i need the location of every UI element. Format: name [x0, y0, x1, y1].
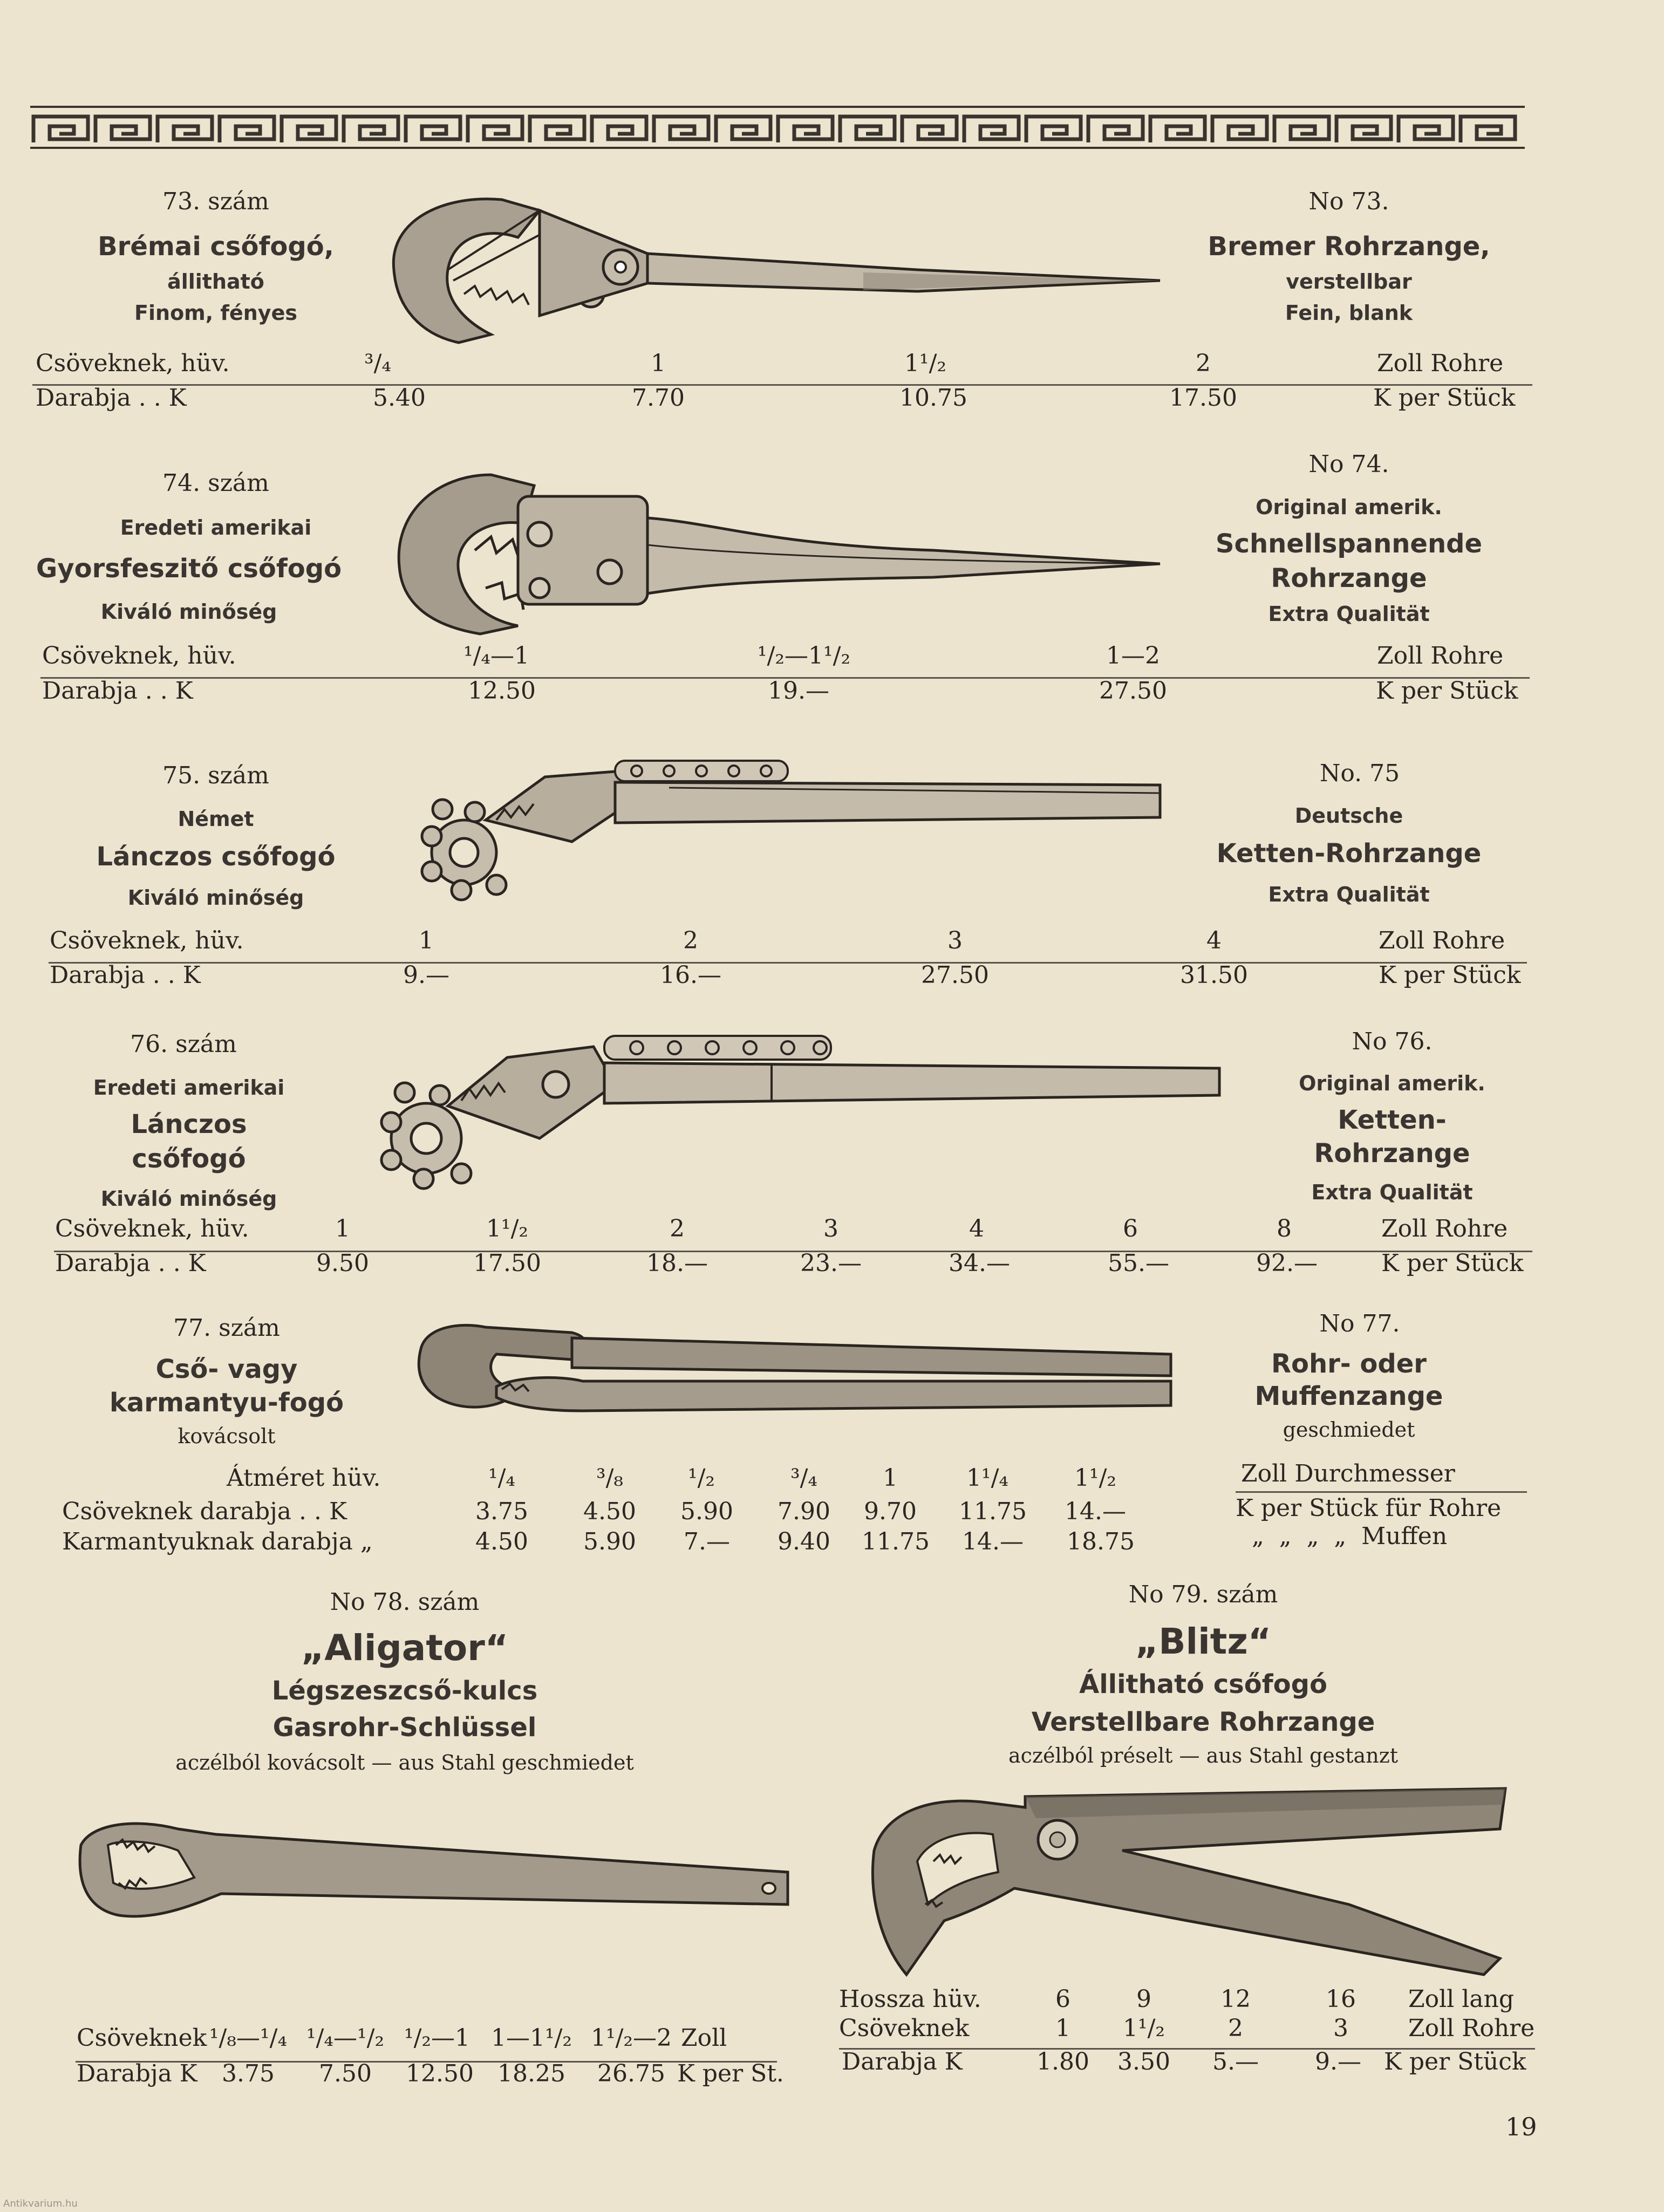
item77-pipe-price: 9.70 [864, 1498, 917, 1525]
item77-sleeve-price: 4.50 [475, 1528, 528, 1555]
border-key-motif [1274, 117, 1329, 142]
item75-de-title: Ketten-Rohrzange [1216, 838, 1482, 869]
item75-hu-line3: Kiváló minőség [127, 886, 304, 910]
item76-price: 17.50 [473, 1250, 541, 1277]
border-key-motif [716, 117, 770, 142]
border-key-motif [1088, 117, 1143, 142]
item75-de-line3: Extra Qualität [1268, 883, 1430, 906]
item79-length: 9 [1136, 1985, 1151, 2013]
item74-price: 12.50 [468, 677, 536, 705]
page-number: 19 [1505, 2112, 1537, 2141]
item74-de-line1: Original amerik. [1256, 495, 1442, 519]
item73-de-line2: verstellbar [1286, 270, 1412, 293]
item75-hu-title: Lánczos csőfogó [96, 842, 336, 872]
forged-pipe-tongs-illustration [410, 1316, 1182, 1446]
quick-action-wrench-illustration [394, 464, 1176, 637]
item76-size: 3 [823, 1215, 838, 1242]
item78-price: 12.50 [406, 2060, 474, 2087]
item73-hu-line2: állitható [167, 270, 264, 293]
item79-price: 1.80 [1036, 2048, 1089, 2076]
item79-size-label: Csöveknek [839, 2015, 970, 2042]
border-key-motif [406, 117, 460, 142]
item73-price-unit: K per Stück [1373, 384, 1516, 412]
item77-diameter: ¹/₂ [687, 1464, 715, 1492]
item75-price: 16.— [660, 961, 721, 989]
border-key-motif [282, 117, 336, 142]
item73-hu-title: Brémai csőfogó, [98, 231, 334, 262]
item78-note: aczélból kovácsolt — aus Stahl geschmiedet [175, 1751, 634, 1774]
item78-size: ¹/₈—¹/₄ [209, 2024, 288, 2052]
item74-price-unit: K per Stück [1376, 677, 1518, 705]
item79-length-label: Hossza hüv. [839, 1985, 981, 2013]
item79-price: 5.— [1212, 2048, 1259, 2076]
item76-price: 23.— [800, 1250, 862, 1277]
item75-price-label: Darabja . . K [50, 961, 201, 989]
item77-pipe-price-unit: K per Stück für Rohre [1236, 1494, 1502, 1522]
item76-hu-line4: Kiváló minőség [100, 1187, 277, 1211]
item77-de-number: No 77. [1319, 1310, 1400, 1337]
item79-size: 1 [1055, 2015, 1070, 2042]
item76-de-title2: Rohrzange [1314, 1138, 1470, 1169]
item77-sleeve-price: 9.40 [778, 1528, 830, 1555]
item76-price-unit: K per Stück [1381, 1250, 1524, 1277]
item79-size: 2 [1228, 2015, 1243, 2042]
item74-size: 1—2 [1106, 642, 1160, 670]
item76-de-number: No 76. [1352, 1028, 1433, 1055]
item77-diameter: ¹/₄ [488, 1464, 516, 1492]
border-key-motif [1399, 117, 1453, 142]
item74-size: ¹/₂—1¹/₂ [757, 642, 851, 670]
item74-price: 27.50 [1099, 677, 1167, 705]
item76-de-title: Ketten- [1338, 1105, 1447, 1135]
item78-price: 18.25 [497, 2060, 565, 2087]
item77-sleeve-price-unit: „ „ „ „ Muffen [1252, 1523, 1448, 1550]
item77-diameter: 1 [883, 1464, 898, 1492]
item77-de-title: Rohr- oder [1271, 1349, 1427, 1379]
item74-hu-line3: Kiváló minőség [100, 600, 277, 624]
item79-price-unit: K per Stück [1384, 2048, 1526, 2076]
item73-size: ³/₄ [364, 350, 392, 377]
item75-price-unit: K per Stück [1379, 961, 1521, 989]
item78-size: ¹/₂—1 [404, 2024, 470, 2052]
item76-size: 2 [670, 1215, 685, 1242]
item77-sleeve-price-label: Karmantyuknak darabja „ [62, 1528, 373, 1555]
border-key-motif [964, 117, 1019, 142]
item75-de-line1: Deutsche [1294, 804, 1403, 828]
item73-price: 10.75 [899, 384, 967, 412]
item79-line2: Verstellbare Rohrzange [1031, 1707, 1375, 1737]
item76-de-line4: Extra Qualität [1311, 1180, 1473, 1204]
item79-size-unit: Zoll Rohre [1408, 2015, 1535, 2042]
item74-size: ¹/₄—1 [463, 642, 530, 670]
item73-hu-line3: Finom, fényes [134, 301, 297, 325]
border-key-motif [33, 117, 88, 142]
item77-pipe-price: 4.50 [583, 1498, 636, 1525]
item73-rule [32, 384, 1532, 386]
border-key-motif [1026, 117, 1081, 142]
item77-pipe-price-label: Csöveknek darabja . . K [62, 1498, 347, 1525]
item74-de-number: No 74. [1308, 450, 1389, 478]
item77-diameter-unit: Zoll Durchmesser [1241, 1460, 1455, 1487]
item78-number: No 78. szám [330, 1588, 480, 1616]
item78-line2: Gasrohr-Schlüssel [272, 1712, 537, 1743]
german-chain-wrench-illustration [410, 755, 1165, 917]
item76-price: 9.50 [316, 1250, 369, 1277]
item77-pipe-price: 5.90 [680, 1498, 733, 1525]
item77-hu-number: 77. szám [173, 1314, 280, 1342]
border-key-motif [592, 117, 646, 142]
border-key-motif [220, 117, 274, 142]
item77-pipe-price: 14.— [1065, 1498, 1126, 1525]
border-key-motif [344, 117, 398, 142]
american-chain-wrench-illustration [367, 1025, 1230, 1219]
item79-price: 3.50 [1117, 2048, 1170, 2076]
item76-hu-number: 76. szám [130, 1030, 237, 1058]
item74-price-label: Darabja . . K [42, 677, 193, 705]
item76-size-label: Csöveknek, hüv. [55, 1215, 249, 1242]
item77-sleeve-price: 5.90 [583, 1528, 636, 1555]
item78-price: 7.50 [319, 2060, 372, 2087]
border-key-motif [158, 117, 212, 142]
border-key-motif [840, 117, 895, 142]
item77-pipe-price: 3.75 [475, 1498, 528, 1525]
item76-price: 55.— [1108, 1250, 1169, 1277]
item78-price-unit: K per St. [677, 2060, 784, 2087]
item76-size: 8 [1277, 1215, 1292, 1242]
item76-de-line1: Original amerik. [1299, 1071, 1485, 1095]
item78-line1: Légszeszcső-kulcs [271, 1676, 538, 1706]
border-key-motif [96, 117, 150, 142]
item77-hu-title: Cső- vagy [155, 1354, 298, 1384]
item73-de-line3: Fein, blank [1285, 301, 1413, 325]
item78-size-label: Csöveknek [77, 2024, 207, 2052]
item75-de-number: No. 75 [1319, 760, 1400, 787]
border-key-motif [902, 117, 957, 142]
item76-price: 18.— [646, 1250, 708, 1277]
item76-price: 34.— [949, 1250, 1010, 1277]
item77-diameter: 1¹/₄ [966, 1464, 1009, 1492]
item74-de-title2: Rohrzange [1271, 563, 1427, 593]
item75-hu-number: 75. szám [162, 762, 269, 789]
item73-price: 17.50 [1169, 384, 1237, 412]
item77-de-title2: Muffenzange [1254, 1381, 1443, 1411]
border-key-motif [654, 117, 708, 142]
item74-hu-number: 74. szám [162, 469, 269, 497]
border-key-motif [1150, 117, 1205, 142]
item74-de-title: Schnellspannende [1215, 529, 1483, 559]
item73-price: 7.70 [632, 384, 685, 412]
border-key-motif [778, 117, 833, 142]
item75-price: 27.50 [921, 961, 989, 989]
item79-length: 12 [1220, 1985, 1251, 2013]
item75-hu-line1: Német [178, 807, 254, 831]
item78-size: 1—1¹/₂ [490, 2024, 572, 2052]
item79-number: No 79. szám [1128, 1581, 1278, 1608]
item77-pipe-price: 7.90 [778, 1498, 830, 1525]
border-key-motif [1336, 117, 1391, 142]
item75-price: 9.— [403, 961, 449, 989]
item78-name: „Aligator“ [301, 1627, 509, 1669]
item73-price-label: Darabja . . K [36, 384, 187, 412]
item76-hu-title2: csőfogó [132, 1144, 246, 1174]
item77-sleeve-price: 11.75 [862, 1528, 930, 1555]
watermark: Antikvarium.hu [3, 2198, 78, 2209]
item77-sleeve-price: 7.— [684, 1528, 730, 1555]
item75-size: 4 [1206, 927, 1222, 954]
item78-size: 1¹/₂—2 [590, 2024, 672, 2052]
item79-length: 16 [1326, 1985, 1356, 2013]
item75-size: 3 [947, 927, 963, 954]
item78-price-label: Darabja K [77, 2060, 197, 2087]
item76-size: 4 [969, 1215, 984, 1242]
item74-size-unit: Zoll Rohre [1377, 642, 1504, 670]
item77-diameter: 1¹/₂ [1074, 1464, 1117, 1492]
item79-length-unit: Zoll lang [1408, 1985, 1515, 2013]
item77-diameter: ³/₄ [790, 1464, 818, 1492]
item77-hu-title2: karmantyu-fogó [109, 1388, 344, 1418]
item76-size: 1¹/₂ [486, 1215, 529, 1242]
item77-sleeve-price: 18.75 [1067, 1528, 1135, 1555]
item73-hu-number: 73. szám [162, 188, 269, 215]
item77-hu-line3: kovácsolt [178, 1424, 276, 1448]
item75-size-unit: Zoll Rohre [1379, 927, 1505, 954]
item77-de-line3: geschmiedet [1283, 1418, 1415, 1442]
ornamental-border [30, 106, 1525, 149]
item77-rule [1236, 1491, 1527, 1493]
item76-size-unit: Zoll Rohre [1381, 1215, 1508, 1242]
border-key-motif [1212, 117, 1267, 142]
item76-price: 92.— [1256, 1250, 1318, 1277]
item73-de-number: No 73. [1308, 188, 1389, 215]
item78-size-unit: Zoll [681, 2024, 727, 2052]
item73-size: 1¹/₂ [904, 350, 947, 377]
item73-price: 5.40 [373, 384, 426, 412]
item76-hu-line1: Eredeti amerikai [93, 1076, 285, 1100]
item79-price: 9.— [1315, 2048, 1361, 2076]
item77-diameter: ³/₈ [596, 1464, 624, 1492]
border-key-motif [530, 117, 584, 142]
item76-size: 6 [1123, 1215, 1138, 1242]
item73-size-unit: Zoll Rohre [1377, 350, 1504, 377]
item79-price-label: Darabja K [842, 2048, 963, 2076]
item76-size: 1 [335, 1215, 350, 1242]
item78-price: 3.75 [222, 2060, 275, 2087]
item74-size-label: Csöveknek, hüv. [42, 642, 236, 670]
item74-hu-title: Gyorsfeszitő csőfogó [36, 554, 342, 584]
item79-size: 1¹/₂ [1122, 2015, 1165, 2042]
aligator-wrench-illustration [70, 1813, 799, 1937]
item76-price-label: Darabja . . K [55, 1250, 206, 1277]
item77-sleeve-price: 14.— [962, 1528, 1024, 1555]
item74-price: 19.— [768, 677, 829, 705]
item79-length: 6 [1055, 1985, 1070, 2013]
item73-size: 1 [651, 350, 666, 377]
item73-de-title: Bremer Rohrzange, [1208, 231, 1490, 262]
border-key-motif [1461, 117, 1515, 142]
item75-size: 1 [419, 927, 434, 954]
item75-price: 31.50 [1180, 961, 1248, 989]
item79-note: aczélból préselt — aus Stahl gestanzt [1008, 1744, 1398, 1767]
item79-name: „Blitz“ [1135, 1621, 1272, 1662]
blitz-wrench-illustration [863, 1780, 1511, 1980]
item75-rule [49, 962, 1527, 964]
item73-size-label: Csöveknek, hüv. [36, 350, 230, 377]
item74-de-line4: Extra Qualität [1268, 602, 1430, 626]
item74-hu-line1: Eredeti amerikai [120, 516, 312, 540]
item75-size: 2 [683, 927, 698, 954]
item77-pipe-price: 11.75 [959, 1498, 1027, 1525]
item79-size: 3 [1333, 2015, 1348, 2042]
item75-size-label: Csöveknek, hüv. [50, 927, 244, 954]
item77-diameter-label: Átméret hüv. [227, 1464, 381, 1492]
item79-line1: Állitható csőfogó [1079, 1669, 1327, 1699]
bremer-wrench-illustration [378, 189, 1176, 345]
item78-size: ¹/₄—¹/₂ [306, 2024, 385, 2052]
border-key-motif [468, 117, 522, 142]
item76-hu-title: Lánczos [131, 1109, 247, 1139]
item78-price: 26.75 [597, 2060, 665, 2087]
item73-size: 2 [1196, 350, 1211, 377]
